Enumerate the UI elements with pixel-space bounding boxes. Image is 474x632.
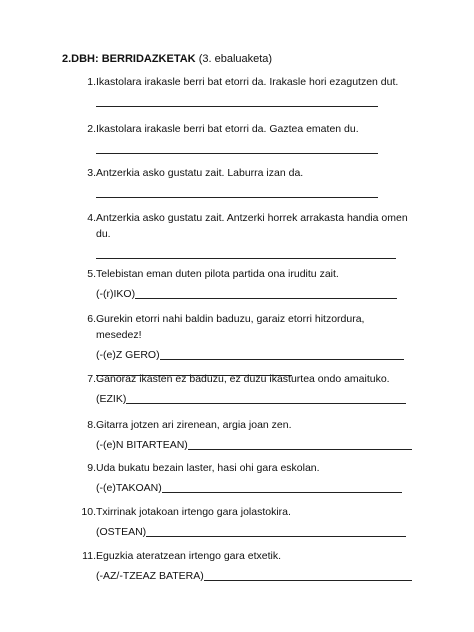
worksheet-title: 2.DBH: BERRIDAZKETAK [62, 53, 196, 65]
exercise-sentence: Telebistan eman duten pilota partida ona iruditu zait. [96, 268, 339, 280]
grammar-hint: (-AZ/-TZEAZ BATERA) [96, 570, 204, 582]
exercise-sentence: Ikastolara irakasle berri bat etorri da. Gaztea ematen du. [96, 123, 359, 135]
exercise-body [96, 461, 420, 495]
exercise-number: 10. [81, 506, 96, 518]
answer-line[interactable] [135, 287, 397, 299]
exercise-number: 2. [87, 123, 96, 135]
exercise-sentence: Antzerkia asko gustatu zait. Antzerki horrek arrakasta handia omen [96, 212, 408, 224]
answer-row [96, 348, 420, 362]
exercise-sentence: Ikastolara irakasle berri bat etorri da. Irakasle hori ezagutzen dut. [96, 76, 399, 88]
answer-line[interactable] [146, 525, 406, 537]
answer-row [96, 438, 420, 452]
answer-line[interactable] [160, 348, 404, 360]
exercise-body [96, 211, 420, 261]
exercise-number: 8. [87, 419, 96, 431]
exercise-number: 3. [87, 167, 96, 179]
answer-line[interactable] [96, 142, 378, 154]
grammar-hint: (EZIK) [96, 393, 127, 405]
exercise-sentence: Eguzkia ateratzean irtengo gara etxetik. [96, 550, 282, 562]
exercise-body [96, 505, 420, 539]
answer-row [96, 186, 420, 200]
exercise-body [96, 267, 420, 301]
exercise-body [96, 418, 420, 452]
exercise-number: 9. [87, 462, 96, 474]
answer-line[interactable] [96, 186, 378, 198]
exercise-body [96, 372, 420, 406]
exercise-body [96, 312, 420, 376]
answer-line[interactable] [188, 438, 412, 450]
answer-line[interactable] [96, 247, 396, 259]
answer-row [96, 95, 420, 109]
exercise-sentence: Antzerkia asko gustatu zait. Laburra izan da. [96, 167, 304, 179]
grammar-hint: (-(e)N BITARTEAN) [96, 439, 188, 451]
exercise-number: 4. [87, 212, 96, 224]
exercise-body [96, 75, 420, 109]
exercise-number: 1. [87, 76, 96, 88]
worksheet-subtitle: (3. ebaluaketa) [198, 53, 273, 65]
answer-line[interactable] [162, 481, 402, 493]
exercise-sentence-continued: mesedez! [96, 329, 142, 341]
exercise-body [96, 122, 420, 156]
grammar-hint: (OSTEAN) [96, 526, 147, 538]
exercise-number: 5. [87, 268, 96, 280]
answer-line[interactable] [126, 392, 406, 404]
answer-row [96, 247, 420, 261]
exercise-body [96, 549, 420, 583]
exercise-number: 11. [82, 550, 96, 562]
grammar-hint: (-(e)Z GERO) [96, 349, 160, 361]
exercise-sentence: Ganoraz ikasten ez baduzu, ez duzu ikasturtea ondo amaituko. [96, 373, 390, 385]
exercise-body [96, 166, 420, 200]
exercise-number: 6. [87, 313, 96, 325]
exercise-sentence: Txirrinak jotakoan irtengo gara jolastokira. [96, 506, 291, 518]
answer-line[interactable] [204, 569, 412, 581]
answer-row [96, 392, 420, 406]
grammar-hint: (-(e)TAKOAN) [96, 482, 162, 494]
exercise-sentence: Gurekin etorri nahi baldin baduzu, garaiz etorri hitzordura, [96, 313, 365, 325]
exercise-number: 7. [87, 373, 96, 385]
exercise-sentence: Gitarra jotzen ari zirenean, argia joan zen. [96, 419, 292, 431]
worksheet-heading [62, 52, 272, 66]
answer-row [96, 287, 420, 301]
grammar-hint: (-(r)IKO) [96, 288, 136, 300]
answer-row [96, 525, 420, 539]
answer-row [96, 142, 420, 156]
exercise-sentence: Uda bukatu bezain laster, hasi ohi gara eskolan. [96, 462, 320, 474]
exercise-sentence-continued: du. [96, 228, 111, 240]
answer-row [96, 569, 420, 583]
answer-line[interactable] [96, 95, 378, 107]
answer-row [96, 481, 420, 495]
